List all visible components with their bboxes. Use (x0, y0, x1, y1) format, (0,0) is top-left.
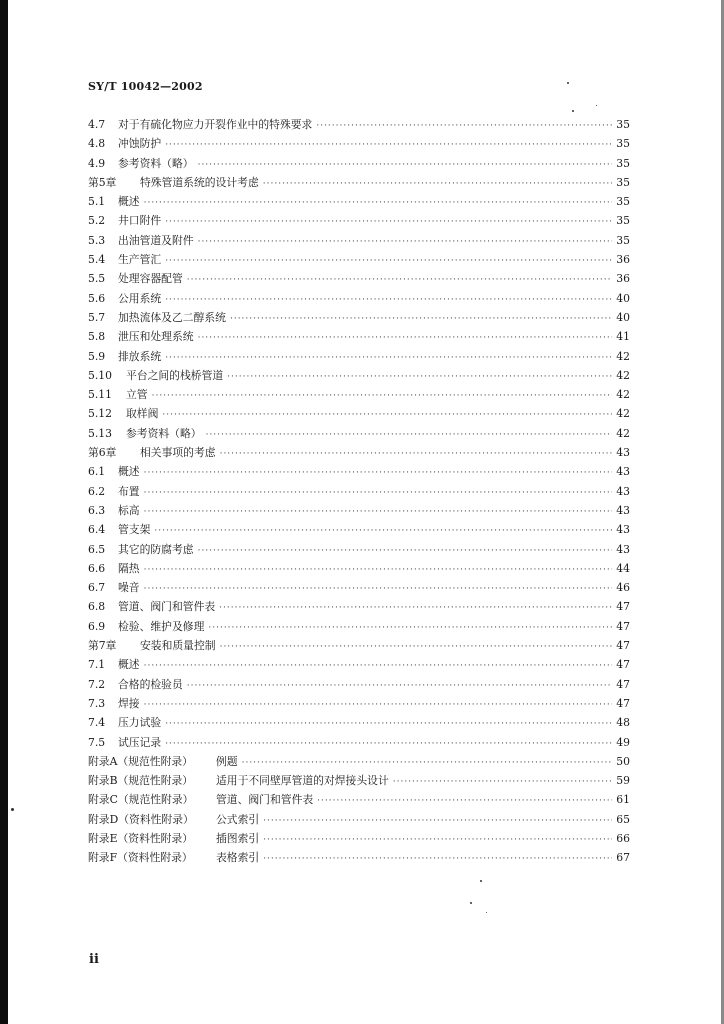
toc-leader-dots (263, 812, 612, 831)
toc-leader-dots (208, 619, 612, 638)
toc-entry-page: 42 (616, 349, 630, 363)
toc-entry-title: 焊接 (118, 696, 140, 710)
toc-entry-page: 35 (616, 175, 630, 189)
toc-entry-page: 66 (616, 831, 630, 845)
toc-leader-dots (227, 368, 612, 387)
toc-entry-page: 43 (616, 542, 630, 556)
toc-entry-title: 管道、阀门和管件表 (118, 600, 216, 614)
toc-entry-number: 附录D（资料性附录） (88, 812, 194, 826)
toc-entry-number: 5.13 (88, 426, 113, 440)
toc-entry (88, 443, 630, 462)
toc-entry-number: 4.7 (88, 118, 106, 131)
toc-leader-dots (219, 599, 612, 618)
toc-entry-page: 43 (616, 523, 630, 537)
toc-entry-page: 43 (616, 484, 630, 498)
toc-entry-number: 6.8 (88, 600, 106, 614)
scan-speck (596, 105, 597, 106)
toc-entry-number: 4.9 (88, 156, 106, 170)
toc-entry-number: 附录B（规范性附录） (88, 774, 194, 788)
toc-entry (88, 771, 630, 790)
toc-leader-dots (198, 329, 612, 348)
toc-entry-page: 42 (616, 368, 630, 382)
toc-entry-page: 35 (616, 233, 630, 247)
toc-entry-number: 附录A（规范性附录） (88, 754, 193, 768)
toc-entry (88, 211, 630, 230)
toc-entry-page: 40 (616, 310, 630, 324)
toc-entry-page: 40 (616, 291, 630, 305)
toc-entry-page: 47 (616, 639, 630, 653)
scan-speck (470, 902, 472, 904)
toc-entry (88, 250, 630, 269)
toc-entry-number: 5.12 (88, 407, 113, 421)
toc-entry-page: 43 (616, 503, 630, 517)
toc-entry-number: 7.5 (88, 735, 106, 749)
toc-leader-dots (317, 792, 612, 811)
toc-entry-title: 特殊管道系统的设计考虑 (140, 175, 259, 189)
toc-leader-dots (165, 213, 612, 232)
toc-entry-number: 附录C（规范性附录） (88, 793, 194, 807)
toc-entry-number: 5.11 (88, 388, 113, 402)
toc-entry-title: 对于有硫化物应力开裂作业中的特殊要求 (118, 118, 313, 131)
toc-entry-number: 6.9 (88, 619, 106, 633)
toc-entry-page: 42 (616, 388, 630, 402)
toc-entry-page: 35 (616, 214, 630, 228)
toc-entry (88, 134, 630, 153)
scan-speck (11, 808, 14, 811)
toc-entry (88, 810, 630, 829)
toc-entry-title: 插图索引 (216, 831, 260, 845)
toc-entry-title: 压力试验 (118, 716, 162, 730)
toc-leader-dots (263, 175, 612, 194)
toc-leader-dots (144, 657, 612, 676)
toc-entry-title: 安装和质量控制 (140, 639, 216, 653)
toc-entry-number: 5.7 (88, 310, 106, 324)
toc-leader-dots (165, 715, 612, 734)
toc-leader-dots (220, 445, 612, 464)
toc-entry-number: 附录F（资料性附录） (88, 851, 193, 865)
toc-entry-number: 7.1 (88, 658, 106, 672)
toc-entry (88, 482, 630, 501)
toc-entry-title: 参考资料（略） (118, 156, 194, 170)
toc-entry-title: 出油管道及附件 (118, 233, 194, 247)
toc-entry-number: 4.8 (88, 137, 106, 151)
toc-entry-title: 概述 (118, 195, 140, 209)
toc-entry (88, 404, 630, 423)
toc-entry (88, 327, 630, 346)
toc-leader-dots (263, 850, 612, 869)
toc-entry (88, 385, 630, 404)
toc-entry (88, 347, 630, 366)
toc-entry (88, 733, 630, 752)
toc-entry (88, 636, 630, 655)
toc-leader-dots (165, 252, 612, 271)
toc-entry-page: 47 (616, 658, 630, 672)
toc-entry-number: 6.1 (88, 465, 106, 479)
toc-leader-dots (162, 406, 612, 425)
toc-entry (88, 597, 630, 616)
toc-leader-dots (144, 464, 612, 483)
toc-entry (88, 829, 630, 848)
toc-entry-page: 46 (616, 581, 630, 595)
toc-entry-page: 47 (616, 600, 630, 614)
toc-leader-dots (165, 349, 612, 368)
toc-entry (88, 269, 630, 288)
toc-entry-page: 36 (616, 272, 630, 286)
toc-entry-title: 适用于不同壁厚管道的对焊接头设计 (216, 774, 389, 788)
toc-entry-number: 5.10 (88, 368, 113, 382)
toc-entry-title: 公用系统 (118, 291, 162, 305)
toc-entry-title: 标高 (118, 503, 140, 517)
toc-leader-dots (220, 638, 612, 657)
toc-entry-number: 第6章 (88, 446, 117, 460)
toc-entry-page: 41 (616, 330, 630, 344)
toc-entry (88, 848, 630, 867)
toc-entry-page: 61 (616, 793, 630, 807)
toc-entry-number: 5.1 (88, 195, 106, 209)
toc-entry (88, 366, 630, 385)
toc-entry-number: 第5章 (88, 175, 117, 189)
toc-entry-title: 概述 (118, 465, 140, 479)
toc-entry-number: 6.5 (88, 542, 106, 556)
toc-leader-dots (187, 271, 612, 290)
toc-entry-title: 立管 (126, 388, 148, 402)
toc-entry-number: 7.2 (88, 677, 106, 691)
toc-entry-page: 44 (616, 561, 630, 575)
toc-entry-page: 59 (616, 774, 630, 788)
toc-entry-number: 6.2 (88, 484, 106, 498)
toc-entry (88, 308, 630, 327)
toc-entry-page: 35 (616, 118, 630, 131)
toc-entry-number: 6.3 (88, 503, 106, 517)
toc-leader-dots (230, 310, 612, 329)
toc-entry-title: 加热流体及乙二醇系统 (118, 310, 226, 324)
standard-number-header: SY/T 10042—2002 (88, 80, 203, 93)
toc-entry (88, 694, 630, 713)
toc-leader-dots (206, 426, 612, 445)
toc-leader-dots (144, 503, 612, 522)
toc-entry-number: 第7章 (88, 639, 117, 653)
toc-entry-number: 7.4 (88, 716, 106, 730)
toc-entry-number: 6.7 (88, 581, 106, 595)
toc-entry (88, 520, 630, 539)
toc-leader-dots (165, 291, 612, 310)
toc-entry (88, 115, 630, 134)
toc-entry-page: 47 (616, 696, 630, 710)
toc-entry (88, 424, 630, 443)
toc-entry (88, 462, 630, 481)
toc-leader-dots (144, 696, 612, 715)
toc-entry-page: 42 (616, 426, 630, 440)
table-of-contents (88, 115, 630, 868)
toc-entry-title: 管支架 (118, 523, 151, 537)
toc-entry-title: 参考资料（略） (126, 426, 202, 440)
toc-entry-title: 其它的防腐考虑 (118, 542, 194, 556)
toc-entry-title: 合格的检验员 (118, 677, 183, 691)
toc-entry-page: 43 (616, 446, 630, 460)
toc-leader-dots (263, 831, 612, 850)
toc-entry (88, 540, 630, 559)
scan-speck (480, 880, 482, 882)
toc-entry-title: 排放系统 (118, 349, 162, 363)
toc-entry-title: 公式索引 (216, 812, 260, 826)
toc-entry-page: 67 (616, 851, 630, 865)
toc-entry-page: 35 (616, 137, 630, 151)
toc-entry-page: 48 (616, 716, 630, 730)
toc-entry-title: 井口附件 (118, 214, 162, 228)
toc-entry-title: 相关事项的考虑 (140, 446, 216, 460)
toc-entry-title: 管道、阀门和管件表 (216, 793, 314, 807)
toc-entry-title: 处理容器配管 (118, 272, 183, 286)
toc-entry-page: 65 (616, 812, 630, 826)
toc-entry (88, 675, 630, 694)
toc-entry (88, 559, 630, 578)
toc-entry (88, 790, 630, 809)
toc-entry (88, 501, 630, 520)
toc-entry-page: 36 (616, 253, 630, 267)
toc-entry-title: 生产管汇 (118, 253, 162, 267)
toc-leader-dots (198, 542, 612, 561)
toc-entry-title: 隔热 (118, 561, 140, 575)
toc-entry-number: 5.8 (88, 330, 106, 344)
scan-speck (486, 912, 487, 913)
toc-entry-title: 概述 (118, 658, 140, 672)
toc-entry-title: 平台之间的栈桥管道 (126, 368, 224, 382)
toc-entry (88, 173, 630, 192)
toc-entry-title: 取样阀 (126, 407, 159, 421)
toc-entry-page: 35 (616, 195, 630, 209)
toc-leader-dots (144, 194, 612, 213)
toc-entry-title: 检验、维护及修理 (118, 619, 205, 633)
toc-entry-number: 5.3 (88, 233, 106, 247)
toc-entry-page: 35 (616, 156, 630, 170)
toc-entry-page: 50 (616, 754, 630, 768)
scan-speck (567, 82, 569, 84)
toc-entry (88, 231, 630, 250)
toc-entry-number: 5.4 (88, 253, 106, 267)
toc-entry (88, 154, 630, 173)
toc-entry-title: 冲蚀防护 (118, 137, 162, 151)
toc-entry-title: 试压记录 (118, 735, 162, 749)
toc-leader-dots (198, 233, 612, 252)
toc-leader-dots (154, 522, 612, 541)
toc-entry-page: 47 (616, 677, 630, 691)
toc-leader-dots (144, 561, 612, 580)
toc-entry-number: 5.2 (88, 214, 106, 228)
toc-leader-dots (152, 387, 612, 406)
toc-entry-number: 6.4 (88, 523, 106, 537)
toc-leader-dots (316, 117, 612, 136)
toc-leader-dots (187, 677, 612, 696)
toc-entry-title: 例题 (216, 754, 238, 768)
toc-entry-number: 5.6 (88, 291, 106, 305)
toc-entry-title: 噪音 (118, 581, 140, 595)
toc-entry-number: 5.9 (88, 349, 106, 363)
toc-entry-title: 泄压和处理系统 (118, 330, 194, 344)
toc-entry-page: 47 (616, 619, 630, 633)
toc-entry-page: 43 (616, 465, 630, 479)
toc-entry (88, 617, 630, 636)
toc-entry-number: 5.5 (88, 272, 106, 286)
scan-speck (572, 110, 574, 112)
toc-entry-title: 表格索引 (216, 851, 260, 865)
toc-entry (88, 752, 630, 771)
toc-entry-number: 7.3 (88, 696, 106, 710)
toc-entry-number: 6.6 (88, 561, 106, 575)
toc-entry-number: 附录E（资料性附录） (88, 831, 194, 845)
toc-entry-page: 42 (616, 407, 630, 421)
scan-edge-left (0, 0, 8, 1024)
page-number-footer: ii (89, 952, 99, 967)
toc-entry (88, 578, 630, 597)
toc-entry (88, 192, 630, 211)
toc-entry (88, 713, 630, 732)
toc-leader-dots (393, 773, 612, 792)
toc-entry (88, 655, 630, 674)
toc-entry-title: 布置 (118, 484, 140, 498)
toc-entry-page: 49 (616, 735, 630, 749)
toc-leader-dots (144, 484, 612, 503)
toc-entry (88, 289, 630, 308)
toc-leader-dots (165, 136, 612, 155)
